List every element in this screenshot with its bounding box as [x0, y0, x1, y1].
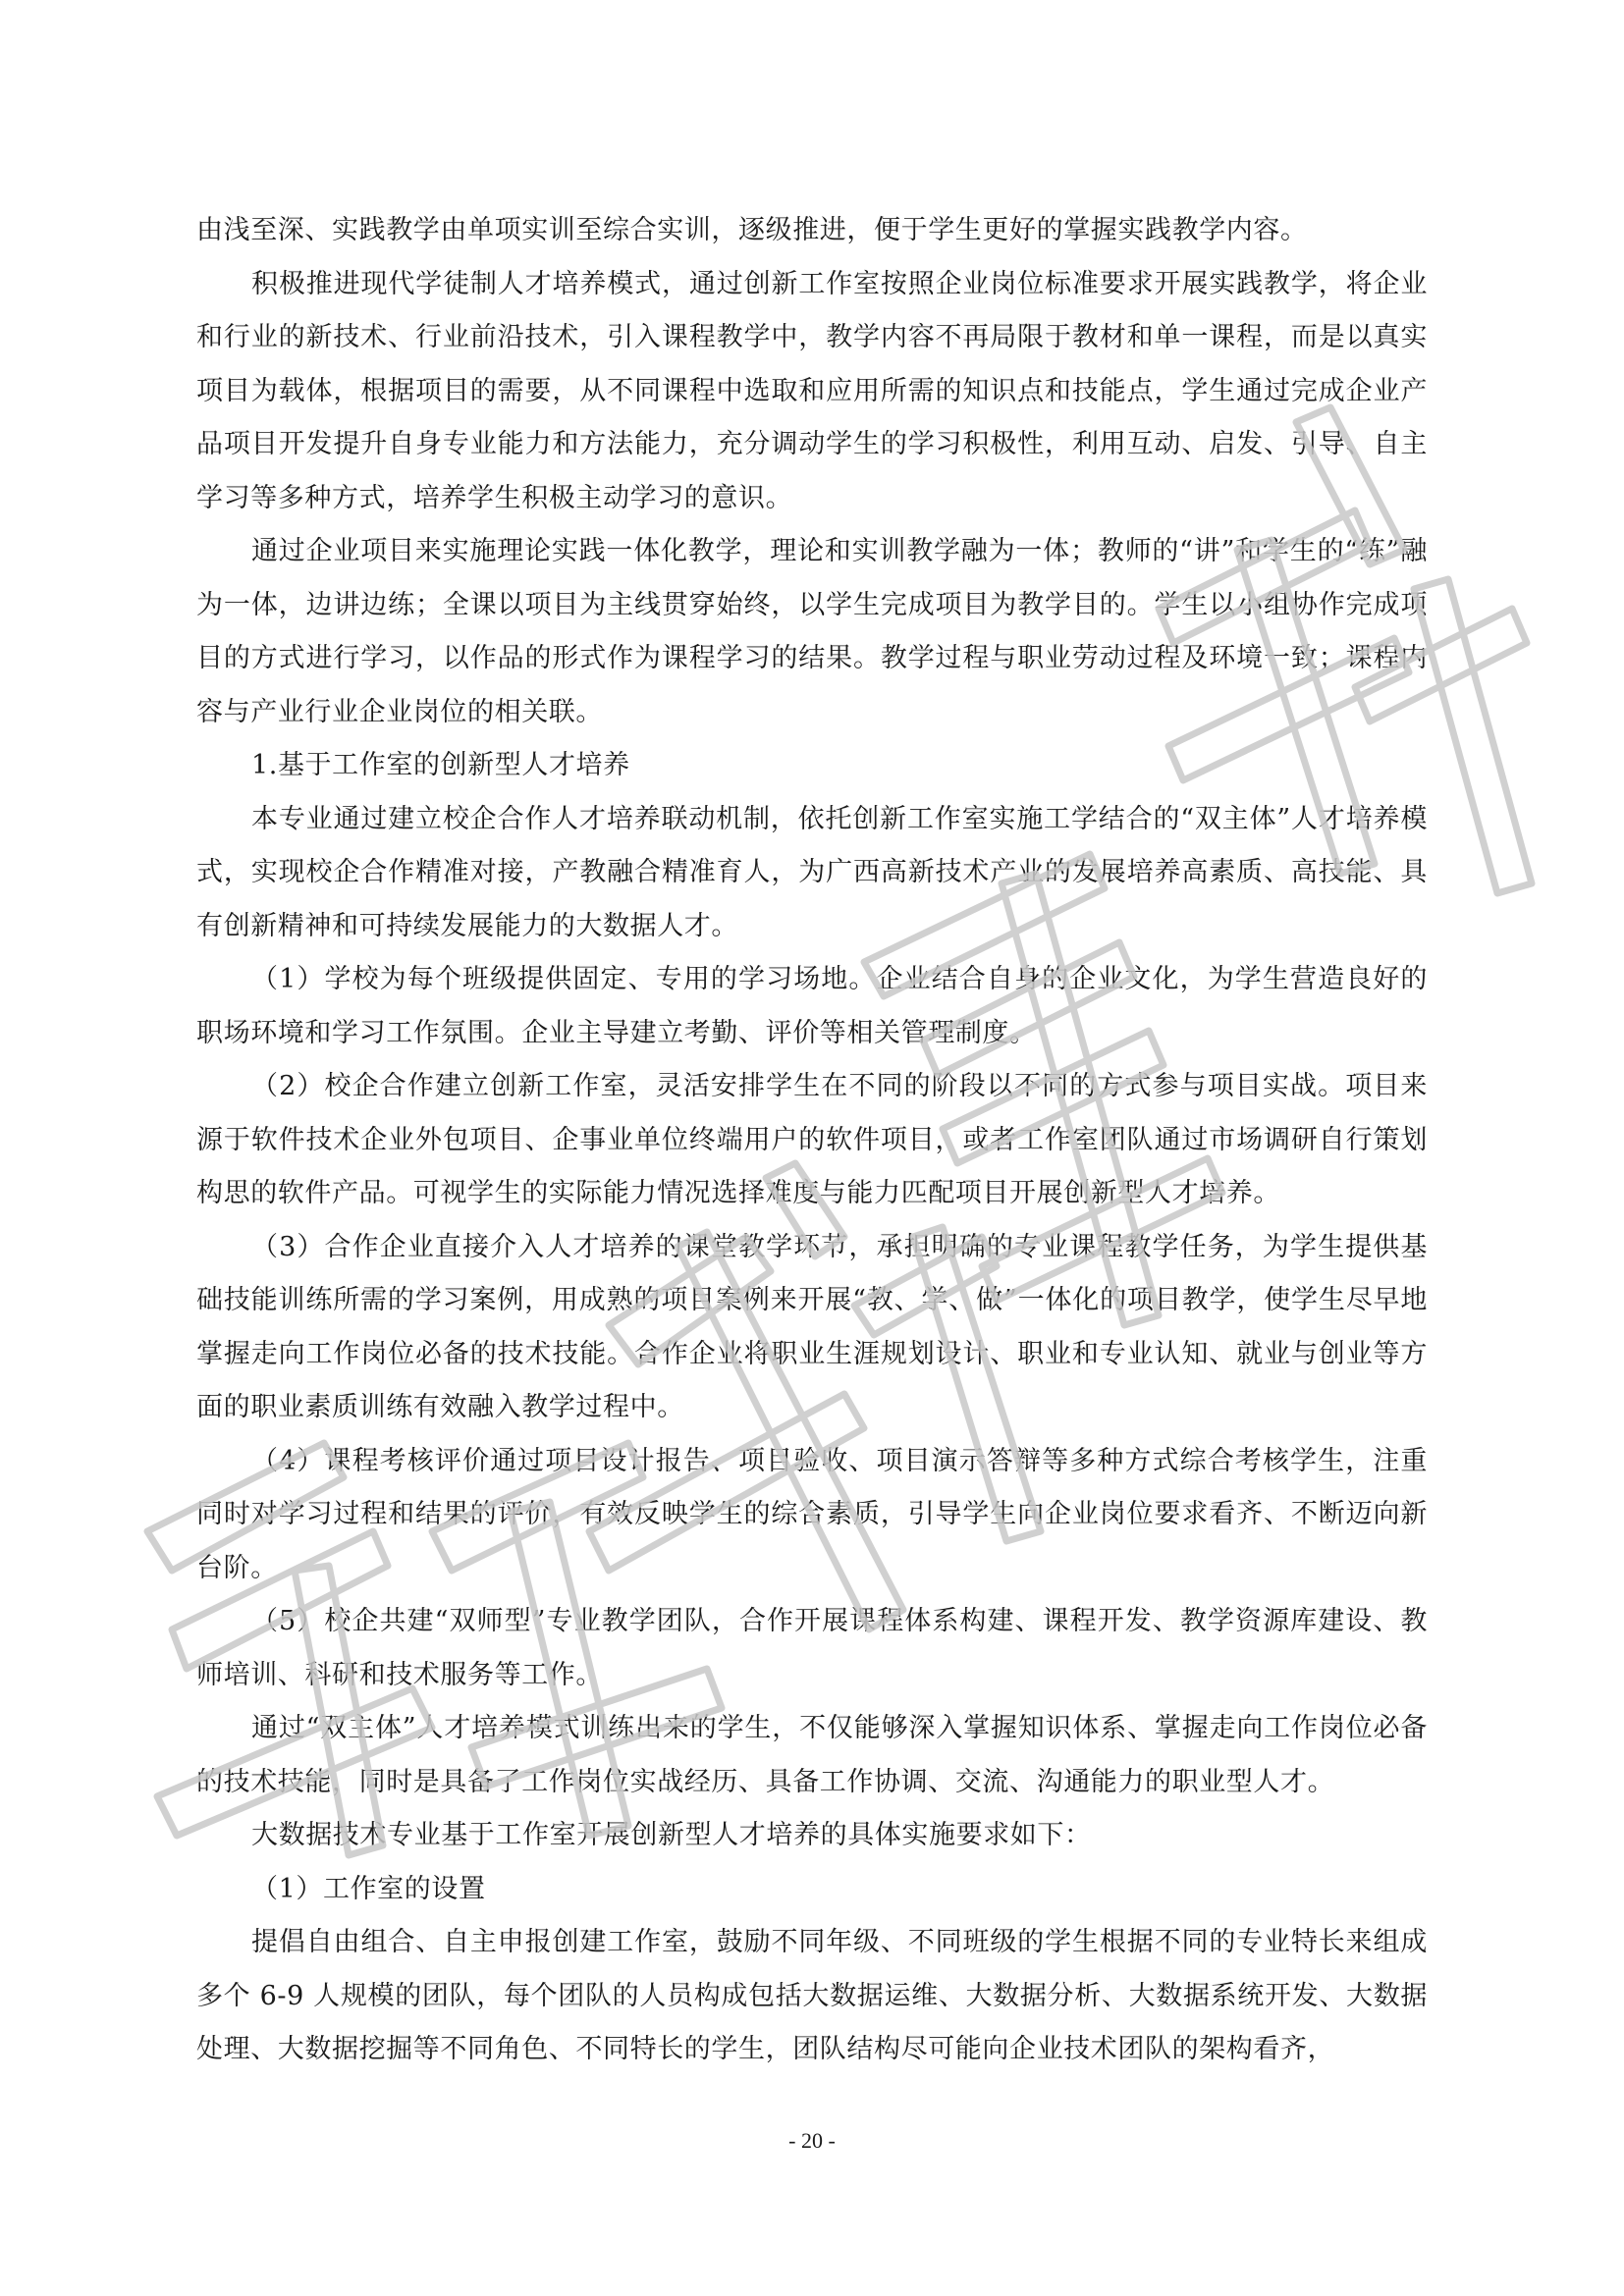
page-number: - 20 -	[788, 2128, 836, 2153]
list-item-3: （3）合作企业直接介入人才培养的课堂教学环节，承担明确的专业课程教学任务，为学生提供基础技能训练所需的学习案例，用成熟的项目案例来开展“教、学、做”一体化的项目教学，使学生尽早地掌握走向工作岗位必备的技术技能。合作企业将职业生涯规划设计、职业和专业认知、就业与创业等方面的职业素质训练有效融入教学过程中。	[196, 1231, 1428, 1422]
paragraph-14: 提倡自由组合、自主申报创建工作室，鼓励不同年级、不同班级的学生根据不同的专业特长来组成多个 6-9 人规模的团队，每个团队的人员构成包括大数据运维、大数据分析、大数据系统开发、大数据处理、大数据挖掘等不同角色、不同特长的学生，团队结构尽可能向企业技术团队的架构看齐，	[196, 1927, 1428, 2064]
paragraph-1: 由浅至深、实践教学由单项实训至综合实训，逐级推进，便于学生更好的掌握实践教学内容。	[196, 215, 1308, 245]
list-item-1: （1）学校为每个班级提供固定、专用的学习场地。企业结合自身的企业文化，为学生营造良好的职场环境和学习工作氛围。企业主导建立考勤、评价等相关管理制度。	[196, 964, 1428, 1048]
document-body	[196, 204, 1428, 2077]
paragraph-3: 通过企业项目来实施理论实践一体化教学，理论和实训教学融为一体；教师的“讲”和学生的“练”融为一体，边讲边练；全课以项目为主线贯穿始终，以学生完成项目为教学目的。学生以小组协作完成项目的方式进行学习，以作品的形式作为课程学习的结果。教学过程与职业劳动过程及环境一致；课程内容与产业行业企业岗位的相关联。	[196, 536, 1428, 727]
section-heading: 1.基于工作室的创新型人才培养	[251, 750, 630, 780]
paragraph-11: 通过“双主体”人才培养模式训练出来的学生，不仅能够深入掌握知识体系、掌握走向工作岗位必备的技术技能，同时是具备了工作岗位实战经历、具备工作协调、交流、沟通能力的职业型人才。	[196, 1713, 1428, 1797]
paragraph-5: 本专业通过建立校企合作人才培养联动机制，依托创新工作室实施工学结合的“双主体”人才培养模式，实现校企合作精准对接，产教融合精准育人，为广西高新技术产业的发展培养高素质、高技能、具有创新精神和可持续发展能力的大数据人才。	[196, 803, 1428, 941]
paragraph-2: 积极推进现代学徒制人才培养模式，通过创新工作室按照企业岗位标准要求开展实践教学，将企业和行业的新技术、行业前沿技术，引入课程教学中，教学内容不再局限于教材和单一课程，而是以真实项目为载体，根据项目的需要，从不同课程中选取和应用所需的知识点和技能点，学生通过完成企业产品项目开发提升自身专业能力和方法能力，充分调动学生的学习积极性，利用互动、启发、引导、自主学习等多种方式，培养学生积极主动学习的意识。	[196, 268, 1428, 513]
paragraph-12: 大数据技术专业基于工作室开展创新型人才培养的具体实施要求如下：	[251, 1820, 1092, 1850]
list-item-5: （5）校企共建“双师型”专业教学团队，合作开展课程体系构建、课程开发、教学资源库建设、教师培训、科研和技术服务等工作。	[196, 1606, 1428, 1690]
subsection-heading: （1）工作室的设置	[251, 1873, 486, 1904]
list-item-2: （2）校企合作建立创新工作室，灵活安排学生在不同的阶段以不同的方式参与项目实战。项目来源于软件技术企业外包项目、企事业单位终端用户的软件项目，或者工作室团队通过市场调研自行策划构思的软件产品。可视学生的实际能力情况选择难度与能力匹配项目开展创新型人才培养。	[196, 1071, 1428, 1208]
list-item-4: （4）课程考核评价通过项目设计报告、项目验收、项目演示答辩等多种方式综合考核学生，注重同时对学习过程和结果的评价，有效反映学生的综合素质，引导学生向企业岗位要求看齐、不断迈向新台阶。	[196, 1445, 1428, 1583]
